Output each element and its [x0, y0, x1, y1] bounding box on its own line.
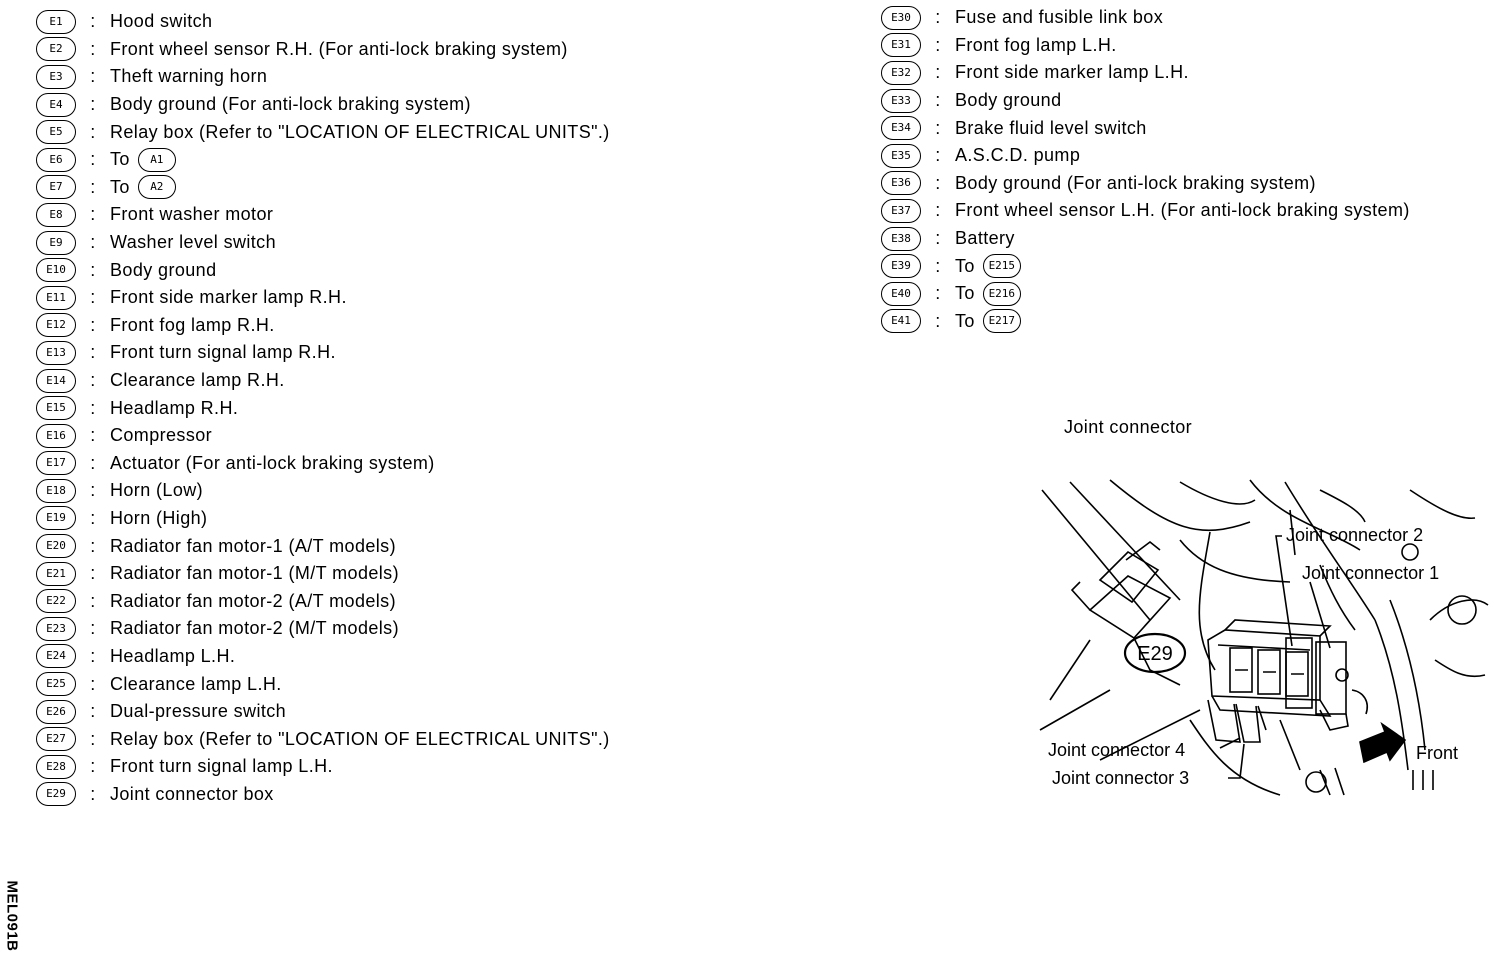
description-text: Dual-pressure switch: [110, 701, 287, 722]
label-front: Front: [1416, 743, 1459, 763]
connector-code-badge: E5: [36, 120, 76, 144]
separator: :: [90, 287, 96, 308]
reference-badge: E216: [983, 282, 1021, 306]
connector-code-badge: E38: [881, 227, 921, 251]
connector-description: [110, 232, 276, 253]
legend-entry: [881, 114, 1410, 142]
e29-callout-text: E29: [1137, 643, 1173, 665]
reference-badge: E215: [983, 254, 1021, 278]
description-text: Compressor: [110, 425, 213, 446]
connector-code-badge: E4: [36, 93, 76, 117]
connector-description: [955, 282, 1021, 306]
separator: :: [90, 121, 96, 142]
connector-description: [110, 66, 267, 87]
legend-entry: [881, 280, 1410, 308]
connector-code-badge: E41: [881, 309, 921, 333]
separator: :: [90, 94, 96, 115]
connector-description: [110, 563, 399, 584]
connector-description: [110, 425, 212, 446]
connector-code-badge: E22: [36, 589, 76, 613]
connector-code-badge: E13: [36, 341, 76, 365]
connector-code-badge: E24: [36, 644, 76, 668]
description-text: Clearance lamp L.H.: [110, 673, 282, 694]
description-text: Front wheel sensor R.H. (For anti-lock braking system): [110, 38, 568, 59]
label-joint-connector-3: Joint connector 3: [1052, 768, 1190, 788]
description-text: To: [110, 149, 130, 170]
description-text: Headlamp L.H.: [110, 645, 236, 666]
description-text: Front fog lamp R.H.: [110, 314, 275, 335]
legend-entry: [36, 229, 610, 257]
separator: :: [90, 259, 96, 280]
description-text: Clearance lamp R.H.: [110, 370, 285, 391]
connector-code-badge: E31: [881, 33, 921, 57]
separator: :: [935, 117, 941, 138]
separator: :: [90, 452, 96, 473]
legend-entry: [881, 225, 1410, 253]
connector-code-badge: E33: [881, 89, 921, 113]
separator: :: [90, 342, 96, 363]
connector-description: [955, 309, 1021, 333]
description-text: A.S.C.D. pump: [955, 145, 1081, 166]
description-text: Brake fluid level switch: [955, 117, 1147, 138]
description-text: Relay box (Refer to "LOCATION OF ELECTRICAL UNITS".): [110, 728, 610, 749]
connector-code-badge: E8: [36, 203, 76, 227]
legend-entry: [881, 252, 1410, 280]
legend-entry: [36, 560, 610, 588]
connector-code-badge: E37: [881, 199, 921, 223]
connector-description: [110, 204, 273, 225]
legend-entry: [36, 201, 610, 229]
connector-description: [110, 701, 286, 722]
connector-description: [110, 148, 176, 172]
legend-entry: [881, 32, 1410, 60]
connector-description: [110, 618, 399, 639]
connector-description: [110, 480, 203, 501]
connector-description: [110, 260, 216, 281]
connector-description: [110, 315, 275, 336]
separator: :: [935, 200, 941, 221]
diagram-title: Joint connector: [1064, 417, 1193, 437]
connector-code-badge: E6: [36, 148, 76, 172]
legend-entry: [881, 59, 1410, 87]
separator: :: [90, 232, 96, 253]
leader-jc2: [1276, 536, 1292, 646]
connector-code-badge: E39: [881, 254, 921, 278]
separator: :: [935, 90, 941, 111]
bolt-circle: [1306, 772, 1326, 792]
connector-description: [110, 370, 285, 391]
connector-description: [110, 94, 471, 115]
connector-code-badge: E30: [881, 6, 921, 30]
description-text: Front washer motor: [110, 204, 274, 225]
connector-code-badge: E21: [36, 562, 76, 586]
legend-entry: [36, 725, 610, 753]
reference-badge: A2: [138, 175, 176, 199]
legend-entry: [36, 615, 610, 643]
connector-description: [955, 200, 1410, 221]
connector-code-badge: E1: [36, 10, 76, 34]
description-text: Front turn signal lamp L.H.: [110, 756, 333, 777]
connector-code-badge: E29: [36, 782, 76, 806]
legend-entry: [36, 532, 610, 560]
legend-entry: [36, 505, 610, 533]
description-text: Horn (High): [110, 507, 208, 528]
separator: :: [90, 673, 96, 694]
connector-code-badge: E14: [36, 369, 76, 393]
description-text: Front fog lamp L.H.: [955, 34, 1117, 55]
description-text: To: [110, 176, 130, 197]
connector-description: [110, 674, 282, 695]
connector-description: [110, 122, 610, 143]
legend-entry: [36, 367, 610, 395]
description-text: Body ground (For anti-lock braking system): [955, 172, 1316, 193]
description-text: Horn (Low): [110, 480, 204, 501]
connector-code-badge: E23: [36, 617, 76, 641]
connector-description: [955, 7, 1163, 28]
connector-description: [110, 508, 207, 529]
separator: :: [90, 728, 96, 749]
separator: :: [935, 310, 941, 331]
separator: :: [90, 590, 96, 611]
connector-code-badge: E3: [36, 65, 76, 89]
joint-connectors-3-4: [1208, 700, 1266, 742]
separator: :: [90, 370, 96, 391]
separator: :: [935, 7, 941, 28]
connector-description: [110, 729, 610, 750]
legend-entry: [36, 284, 610, 312]
separator: :: [90, 618, 96, 639]
legend-entry: [36, 91, 610, 119]
separator: :: [90, 701, 96, 722]
separator: :: [935, 62, 941, 83]
connector-description: [955, 62, 1189, 83]
connector-code-badge: E34: [881, 116, 921, 140]
front-arrow: [1360, 724, 1405, 762]
connector-code-badge: E17: [36, 451, 76, 475]
connector-code-badge: E26: [36, 700, 76, 724]
separator: :: [90, 563, 96, 584]
connector-legend-right: [881, 4, 1410, 335]
connector-code-badge: E32: [881, 61, 921, 85]
connector-description: [110, 453, 435, 474]
legend-entry: [881, 142, 1410, 170]
connector-description: [955, 145, 1080, 166]
description-text: Radiator fan motor-2 (M/T models): [110, 618, 399, 639]
legend-entry: [36, 753, 610, 781]
description-text: Hood switch: [110, 11, 213, 32]
label-joint-connector-1: Joint connector 1: [1302, 563, 1440, 583]
description-text: Front wheel sensor L.H. (For anti-lock braking system): [955, 200, 1410, 221]
separator: :: [90, 149, 96, 170]
legend-entry: [36, 174, 610, 202]
separator: :: [90, 783, 96, 804]
legend-entry: [881, 170, 1410, 198]
connector-code-badge: E7: [36, 175, 76, 199]
separator: :: [935, 34, 941, 55]
joint-connector-illustration: [1030, 470, 1490, 805]
description-text: Actuator (For anti-lock braking system): [110, 452, 435, 473]
connector-description: [110, 591, 396, 612]
connector-description: [955, 173, 1316, 194]
description-text: To: [955, 255, 975, 276]
legend-entry: [881, 197, 1410, 225]
bolt-circle: [1448, 596, 1476, 624]
connector-description: [110, 756, 333, 777]
connector-code-badge: E19: [36, 506, 76, 530]
connector-description: [110, 784, 274, 805]
separator: :: [90, 314, 96, 335]
connector-description: [110, 287, 347, 308]
separator: :: [935, 255, 941, 276]
description-text: Front side marker lamp L.H.: [955, 62, 1189, 83]
legend-entry: [36, 422, 610, 450]
description-text: Theft warning horn: [110, 66, 268, 87]
description-text: Headlamp R.H.: [110, 397, 239, 418]
connector-description: [955, 228, 1015, 249]
legend-entry: [36, 670, 610, 698]
connector-description: [110, 536, 396, 557]
legend-entry: [36, 312, 610, 340]
legend-entry: [36, 256, 610, 284]
connector-code-badge: E18: [36, 479, 76, 503]
connector-description: [110, 646, 235, 667]
description-text: Relay box (Refer to "LOCATION OF ELECTRICAL UNITS".): [110, 121, 610, 142]
legend-entry: [36, 118, 610, 146]
separator: :: [90, 480, 96, 501]
front-ticks: [1413, 770, 1433, 790]
separator: :: [935, 283, 941, 304]
separator: :: [90, 66, 96, 87]
legend-entry: [36, 587, 610, 615]
separator: :: [935, 172, 941, 193]
separator: :: [90, 204, 96, 225]
separator: :: [90, 176, 96, 197]
connector-code-badge: E16: [36, 424, 76, 448]
description-text: Washer level switch: [110, 232, 276, 253]
reference-badge: A1: [138, 148, 176, 172]
connector-code-badge: E2: [36, 37, 76, 61]
connector-code-badge: E35: [881, 144, 921, 168]
separator: :: [90, 535, 96, 556]
description-text: Radiator fan motor-1 (A/T models): [110, 535, 396, 556]
connector-code-badge: E20: [36, 534, 76, 558]
description-text: Front turn signal lamp R.H.: [110, 342, 336, 363]
legend-entry: [36, 643, 610, 671]
legend-entry: [881, 308, 1410, 336]
separator: :: [90, 11, 96, 32]
figure-code: MEL091B: [3, 880, 21, 952]
leader-jc4: [1220, 738, 1240, 748]
label-joint-connector-2: Joint connector 2: [1286, 525, 1424, 545]
legend-entry: [36, 477, 610, 505]
legend-entry: [36, 8, 610, 36]
connector-description: [110, 39, 568, 60]
legend-entry: [881, 4, 1410, 32]
connector-description: [955, 90, 1061, 111]
connector-legend-left: [36, 8, 610, 808]
description-text: To: [955, 310, 975, 331]
connector-code-badge: E9: [36, 231, 76, 255]
legend-entry: [36, 146, 610, 174]
connector-description: [955, 254, 1021, 278]
connector-code-badge: E28: [36, 755, 76, 779]
connector-code-badge: E36: [881, 171, 921, 195]
connector-description: [110, 11, 212, 32]
description-text: Front side marker lamp R.H.: [110, 287, 347, 308]
legend-entry: [36, 394, 610, 422]
separator: :: [90, 38, 96, 59]
legend-entry: [881, 87, 1410, 115]
separator: :: [90, 645, 96, 666]
description-text: Radiator fan motor-1 (M/T models): [110, 563, 399, 584]
legend-entry: [36, 698, 610, 726]
connector-code-badge: E10: [36, 258, 76, 282]
description-text: Body ground: [110, 259, 217, 280]
label-joint-connector-4: Joint connector 4: [1048, 740, 1186, 760]
separator: :: [935, 228, 941, 249]
connector-code-badge: E12: [36, 313, 76, 337]
connector-description: [110, 342, 336, 363]
separator: :: [90, 756, 96, 777]
separator: :: [90, 425, 96, 446]
description-text: Joint connector box: [110, 783, 274, 804]
description-text: Fuse and fusible link box: [955, 7, 1164, 28]
separator: :: [90, 397, 96, 418]
description-text: To: [955, 283, 975, 304]
connector-code-badge: E15: [36, 396, 76, 420]
bolt-circle: [1402, 544, 1418, 560]
description-text: Battery: [955, 228, 1015, 249]
connector-code-badge: E40: [881, 282, 921, 306]
connector-code-badge: E11: [36, 286, 76, 310]
connector-description: [110, 175, 176, 199]
legend-entry: [36, 781, 610, 809]
legend-entry: [36, 339, 610, 367]
legend-entry: [36, 63, 610, 91]
connector-code-badge: E27: [36, 727, 76, 751]
description-text: Radiator fan motor-2 (A/T models): [110, 590, 396, 611]
separator: :: [935, 145, 941, 166]
legend-entry: [36, 36, 610, 64]
reference-badge: E217: [983, 309, 1021, 333]
connector-description: [955, 35, 1117, 56]
connector-description: [955, 118, 1147, 139]
connector-code-badge: E25: [36, 672, 76, 696]
connector-description: [110, 398, 238, 419]
separator: :: [90, 507, 96, 528]
description-text: Body ground (For anti-lock braking system): [110, 94, 471, 115]
legend-entry: [36, 450, 610, 478]
description-text: Body ground: [955, 90, 1062, 111]
